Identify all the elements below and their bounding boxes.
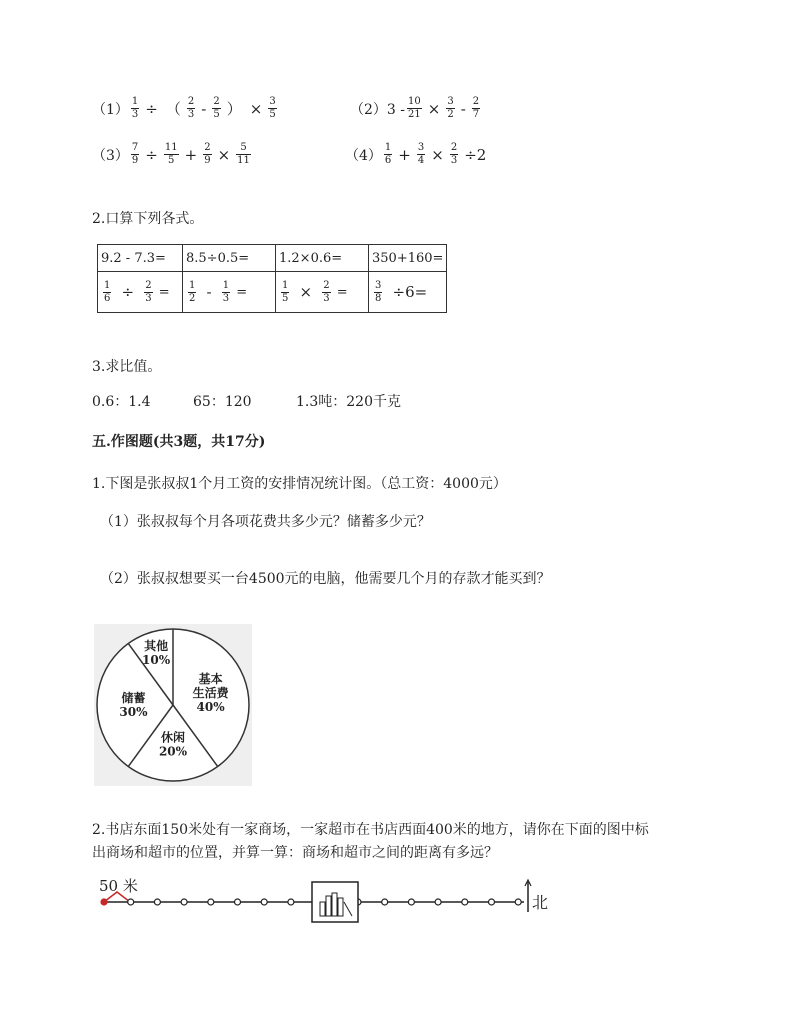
pie-slice-label: 生活费: [192, 685, 229, 700]
q3-title: 3.求比值。: [92, 359, 162, 375]
north-label: 北: [532, 893, 549, 912]
paren: ）: [226, 100, 242, 118]
map-tick: [181, 899, 187, 905]
problem-2-line1: 2.书店东面150米处有一家商场，一家超市在书店西面400米的地方，请你在下面的图中标: [92, 822, 649, 838]
expr-label: （2）3 -: [350, 101, 405, 118]
map-tick: [208, 899, 214, 905]
calc-cell: $\frac{1}{5}$ × $\frac{2}{3}$ =: [276, 272, 369, 313]
fraction: $\frac{5}{11}$: [237, 142, 250, 166]
pie-slice-label: 基本: [198, 671, 223, 686]
operator: ÷: [145, 99, 158, 118]
expr-label: （3）: [92, 147, 129, 164]
fraction: $\frac{7}{9}$: [131, 142, 139, 166]
map-tick: [462, 899, 468, 905]
pie-slice-label: 休闲: [160, 730, 186, 745]
calc-cell: 1.2×0.6=: [276, 245, 369, 272]
map-tick: [154, 899, 160, 905]
expr-2: [350, 96, 482, 121]
calc-cell: 350+160=: [369, 245, 447, 272]
operator: ×: [427, 99, 441, 118]
ratio-item: 65：120: [193, 394, 252, 410]
expr-label: （4）: [345, 147, 382, 164]
fraction: $\frac{3}{2}$: [447, 96, 454, 120]
map-tick: [128, 899, 134, 905]
map-tick: [235, 899, 241, 905]
map-tick: [288, 899, 294, 905]
operator: +: [184, 145, 198, 164]
ratio-item: 0.6：1.4: [92, 394, 151, 410]
pie-slice-label: 30%: [119, 705, 148, 719]
pie-slice-label: 其他: [144, 638, 169, 653]
operator: ÷2: [464, 145, 487, 164]
map-tick: [435, 899, 441, 905]
paren: （: [165, 100, 181, 118]
pie-slice-label: 储蓄: [121, 691, 146, 705]
operator: +: [398, 145, 411, 164]
map-tick: [515, 899, 521, 905]
map-line: [96, 876, 566, 926]
operator: ÷: [145, 145, 158, 164]
fraction: $\frac{2}{9}$: [204, 142, 211, 166]
calc-cell: 8.5÷0.5=: [183, 245, 276, 272]
operator: ×: [249, 99, 263, 118]
expr-3: [92, 142, 253, 167]
expr-1: [92, 96, 279, 121]
expr-4: [345, 142, 490, 167]
fraction: $\frac{2}{7}$: [472, 96, 480, 120]
problem-2-line2: 出商场和超市的位置，并算一算：商场和超市之间的距离有多远？: [92, 845, 498, 861]
operator: -: [460, 99, 466, 118]
fraction: $\frac{3}{5}$: [269, 96, 276, 120]
problem-1-sub2: （2）张叔叔想要买一台4500元的电脑，他需要几个月的存款才能买到？: [100, 571, 551, 587]
calc-cell: $\frac{3}{8}$ ÷6=: [369, 272, 447, 313]
calc-cell: $\frac{1}{6}$ ÷ $\frac{2}{3}$ =: [98, 272, 183, 313]
fraction: $\frac{1}{3}$: [131, 96, 139, 120]
operator: -: [201, 99, 207, 118]
fraction: $\frac{11}{5}$: [164, 142, 178, 166]
calc-cell: $\frac{1}{2}$ - $\frac{1}{3}$ =: [183, 272, 276, 313]
calc-table: [97, 244, 447, 313]
problem-1-sub1: （1）张叔叔每个月各项花费共多少元？储蓄多少元？: [100, 514, 431, 530]
map-tick: [261, 899, 267, 905]
section-heading: 五.作图题(共3题，共17分): [92, 434, 266, 450]
map-tick: [408, 899, 414, 905]
operator: ×: [431, 145, 444, 164]
map-tick: [101, 899, 107, 905]
map-tick: [382, 899, 388, 905]
scale-bracket: [104, 892, 130, 902]
scale-label: 50 米: [99, 877, 138, 895]
q2-title: 2.口算下列各式。: [92, 211, 204, 227]
fraction: $\frac{3}{4}$: [417, 142, 425, 166]
problem-1-text: 1.下图是张叔叔1个月工资的安排情况统计图。（总工资：4000元）: [92, 476, 507, 492]
operator: ×: [217, 145, 231, 164]
calc-cell: 9.2 - 7.3=: [98, 245, 183, 272]
pie-slice-label: 20%: [158, 744, 188, 759]
pie-chart: [94, 624, 252, 786]
fraction: $\frac{10}{21}$: [408, 96, 421, 120]
pie-slice-label: 40%: [196, 699, 225, 714]
expr-label: （1）: [92, 101, 129, 118]
map-tick: [489, 899, 495, 905]
fraction: $\frac{2}{3}$: [187, 96, 195, 120]
fraction: $\frac{1}{6}$: [384, 142, 392, 166]
fraction: $\frac{2}{3}$: [450, 142, 458, 166]
fraction: $\frac{2}{5}$: [213, 96, 220, 120]
ratio-item: 1.3吨：220千克: [296, 394, 401, 410]
pie-slice-label: 10%: [142, 652, 171, 667]
